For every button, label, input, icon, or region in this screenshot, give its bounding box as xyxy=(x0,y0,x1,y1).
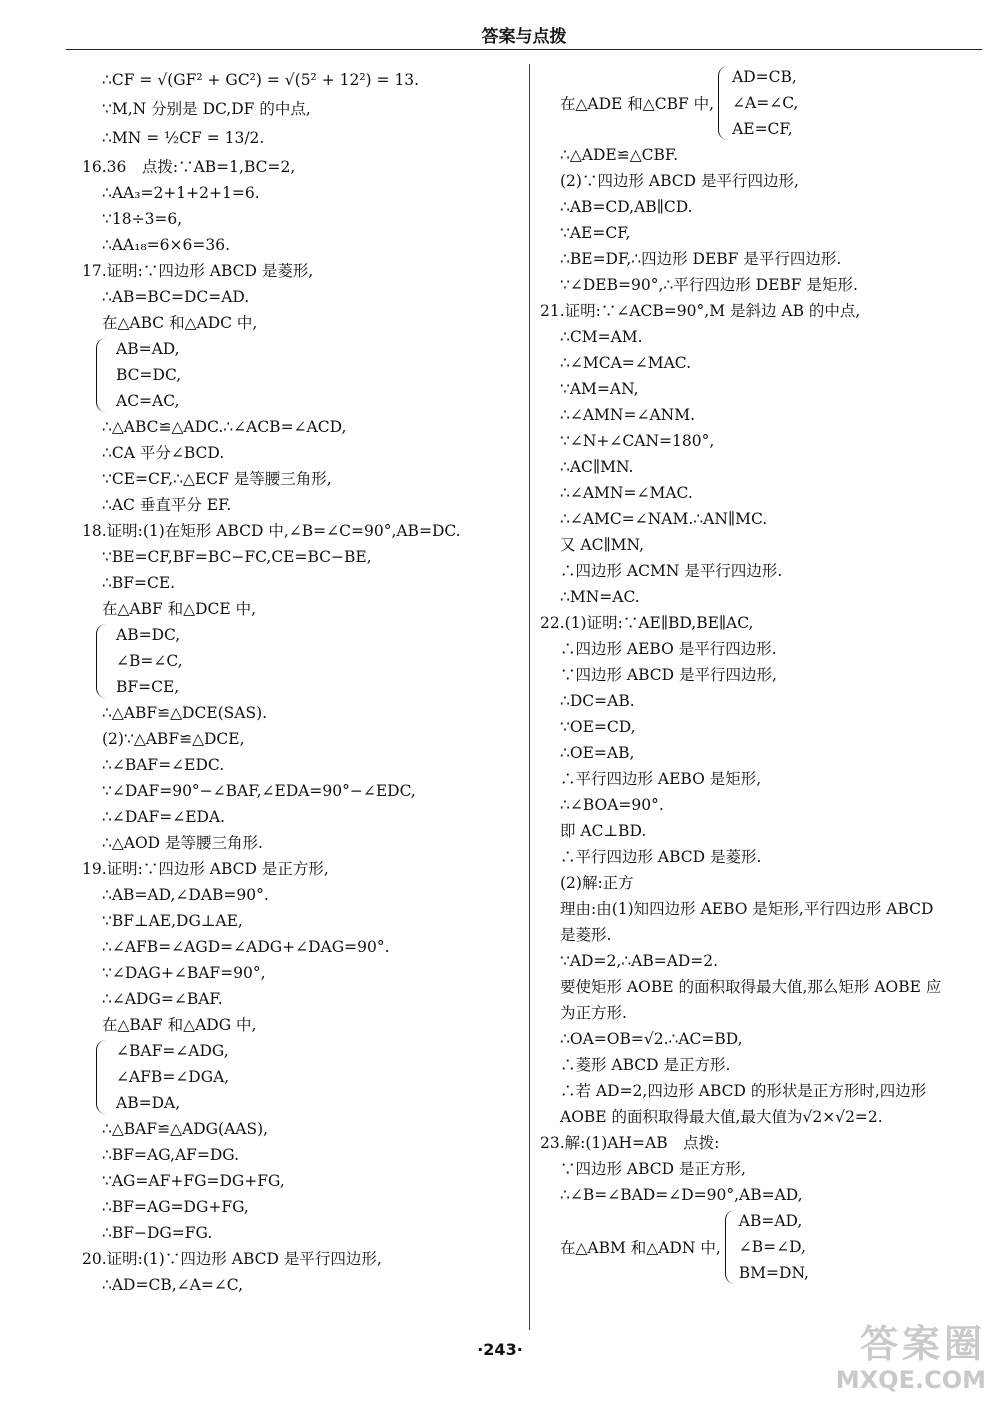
brace-lead: 在△ABM 和△ADN 中, xyxy=(560,1239,721,1257)
text-line: ∵BE=CF,BF=BC−FC,CE=BC−BE, xyxy=(102,548,372,566)
text-line: ∴平行四边形 AEBO 是矩形, xyxy=(560,770,762,788)
problem-16: 16.36 点拨:∵AB=1,BC=2, xyxy=(82,158,296,176)
text-line: ∴∠AMN=∠MAC. xyxy=(560,484,693,502)
brace-symbol xyxy=(96,338,109,412)
text-line: 在△ABC 和△ADC 中, xyxy=(102,314,258,332)
text-line: ∴∠AMN=∠ANM. xyxy=(560,406,696,424)
text-line: ∵四边形 ABCD 是平行四边形, xyxy=(560,666,777,684)
text-line: ∴若 AD=2,四边形 ABCD 的形状是正方形时,四边形 xyxy=(560,1082,927,1100)
text-line: ∴菱形 ABCD 是正方形. xyxy=(560,1056,731,1074)
brace-stack xyxy=(725,1208,809,1286)
text-line: ∴AC∥MN. xyxy=(560,458,634,476)
text-line: ∴∠BAF=∠EDC. xyxy=(102,756,225,774)
text-line: ∴∠MCA=∠MAC. xyxy=(560,354,692,372)
text-line: ∵四边形 ABCD 是正方形, xyxy=(560,1160,746,1178)
brace-line: AE=CF, xyxy=(732,120,793,138)
watermark-url: MXQE.COM xyxy=(835,1366,986,1394)
text-line: ∴OA=OB=√2.∴AC=BD, xyxy=(560,1030,743,1048)
text-line: 理由:由(1)知四边形 AEBO 是矩形,平行四边形 ABCD xyxy=(560,900,934,918)
text-line: ∴平行四边形 ABCD 是菱形. xyxy=(560,848,762,866)
problem-17: 17.证明:∵四边形 ABCD 是菱形, xyxy=(82,262,314,280)
text-line: ∴MN=AC. xyxy=(560,588,640,606)
condition-brace xyxy=(540,1208,990,1286)
brace-line: ∠BAF=∠ADG, xyxy=(116,1042,229,1060)
text-line: ∴DC=AB. xyxy=(560,692,635,710)
text-line: ∵AD=2,∴AB=AD=2. xyxy=(560,952,719,970)
text-line: ∴△ADE≌△CBF. xyxy=(560,146,679,164)
text-line: ∵∠DAG+∠BAF=90°, xyxy=(102,964,266,982)
text-line: ∵18÷3=6, xyxy=(102,210,183,228)
text-line: (2)∵△ABF≌△DCE, xyxy=(102,730,245,748)
brace-symbol xyxy=(96,624,109,698)
text-line: ∴AB=BC=DC=AD. xyxy=(102,288,250,306)
right-column xyxy=(540,64,990,1286)
text-line: 是菱形. xyxy=(560,926,612,944)
text-line: 要使矩形 AOBE 的面积取得最大值,那么矩形 AOBE 应 xyxy=(560,978,942,996)
text-line: ∴BF=AG,AF=DG. xyxy=(102,1146,240,1164)
text-line: 又 AC∥MN, xyxy=(560,536,645,554)
brace-lead: 在△ADE 和△CBF 中, xyxy=(560,95,715,113)
text-line: (2)∵四边形 ABCD 是平行四边形, xyxy=(560,172,799,190)
text-line: 即 AC⊥BD. xyxy=(560,822,647,840)
condition-brace xyxy=(82,336,522,414)
text-line: ∵AG=AF+FG=DG+FG, xyxy=(102,1172,285,1190)
text-line: ∵OE=CD, xyxy=(560,718,636,736)
text-line: ∵∠DAF=90°−∠BAF,∠EDA=90°−∠EDC, xyxy=(102,782,416,800)
text-line: ∴四边形 AEBO 是平行四边形. xyxy=(560,640,777,658)
text-line: ∴AD=CB,∠A=∠C, xyxy=(102,1276,244,1294)
text-line: 在△BAF 和△ADG 中, xyxy=(102,1016,257,1034)
condition-brace xyxy=(82,622,522,700)
problem-19: 19.证明:∵四边形 ABCD 是正方形, xyxy=(82,860,329,878)
text-line: ∴∠B=∠BAD=∠D=90°,AB=AD, xyxy=(560,1186,803,1204)
watermark-logo xyxy=(776,1322,986,1402)
text-line: ∴CA 平分∠BCD. xyxy=(102,444,225,462)
text-line: ∴∠BOA=90°. xyxy=(560,796,664,814)
brace-line: ∠AFB=∠DGA, xyxy=(116,1068,230,1086)
brace-line: AD=CB, xyxy=(732,68,797,86)
left-column xyxy=(82,64,522,1298)
brace-line: AB=DA, xyxy=(116,1094,181,1112)
problem-21: 21.证明:∵∠ACB=90°,M 是斜边 AB 的中点, xyxy=(540,302,861,320)
text-line: ∵BF⊥AE,DG⊥AE, xyxy=(102,912,243,930)
brace-symbol xyxy=(725,1210,736,1284)
text-line: ∴∠AMC=∠NAM.∴AN∥MC. xyxy=(560,510,768,528)
text-line: ∴BE=DF,∴四边形 DEBF 是平行四边形. xyxy=(560,250,842,268)
brace-symbol xyxy=(96,1040,109,1114)
text-line: ∴AB=AD,∠DAB=90°. xyxy=(102,886,269,904)
text-line: ∴△ABF≌△DCE(SAS). xyxy=(102,704,268,722)
text-line: ∴∠DAF=∠EDA. xyxy=(102,808,226,826)
text-line: ∴BF=AG=DG+FG, xyxy=(102,1198,249,1216)
column-divider xyxy=(529,64,530,1330)
text-line: ∵∠N+∠CAN=180°, xyxy=(560,432,715,450)
text-line: ∴OE=AB, xyxy=(560,744,635,762)
problem-18: 18.证明:(1)在矩形 ABCD 中,∠B=∠C=90°,AB=DC. xyxy=(82,522,461,540)
text-line: ∴∠ADG=∠BAF. xyxy=(102,990,223,1008)
text-line: ∵AM=AN, xyxy=(560,380,639,398)
text-line: ∴△ABC≌△ADC.∴∠ACB=∠ACD, xyxy=(102,418,347,436)
brace-line: BC=DC, xyxy=(116,366,182,384)
text-line: ∴CF = √(GF² + GC²) = √(5² + 12²) = 13. xyxy=(102,71,420,89)
text-line: ∵M,N 分别是 DC,DF 的中点, xyxy=(102,100,311,118)
text-line: ∴△AOD 是等腰三角形. xyxy=(102,834,263,852)
text-line: ∵AE=CF, xyxy=(560,224,631,242)
text-line: ∵CE=CF,∴△ECF 是等腰三角形, xyxy=(102,470,332,488)
text-line: 在△ABF 和△DCE 中, xyxy=(102,600,257,618)
brace-line: BF=CE, xyxy=(116,678,180,696)
text-line: ∴AC 垂直平分 EF. xyxy=(102,496,232,514)
brace-stack xyxy=(718,64,798,142)
brace-line: AB=AD, xyxy=(738,1212,803,1230)
brace-line: AB=AD, xyxy=(116,340,180,358)
text-line: ∴BF−DG=FG. xyxy=(102,1224,213,1242)
text-line: (2)解:正方 xyxy=(560,874,634,892)
text-line: ∴AB=CD,AB∥CD. xyxy=(560,198,693,216)
brace-line: AC=AC, xyxy=(116,392,180,410)
condition-brace xyxy=(540,64,990,142)
brace-line: AB=DC, xyxy=(116,626,181,644)
page-number: ·243· xyxy=(477,1340,523,1359)
text-line: ∴∠AFB=∠AGD=∠ADG+∠DAG=90°. xyxy=(102,938,390,956)
watermark-text: 答案圈 xyxy=(859,1322,986,1366)
brace-line: ∠B=∠D, xyxy=(738,1238,806,1256)
brace-symbol xyxy=(718,66,729,140)
brace-line: ∠A=∠C, xyxy=(732,94,799,112)
text-line: AOBE 的面积取得最大值,最大值为√2×√2=2. xyxy=(560,1108,883,1126)
text-line: ∵∠DEB=90°,∴平行四边形 DEBF 是矩形. xyxy=(560,276,858,294)
condition-brace xyxy=(82,1038,522,1116)
text-line: ∴AA₁₈=6×6=36. xyxy=(102,236,231,254)
problem-22: 22.(1)证明:∵AE∥BD,BE∥AC, xyxy=(540,614,754,632)
brace-line: ∠B=∠C, xyxy=(116,652,183,670)
text-line: 为正方形. xyxy=(560,1004,627,1022)
text-line: ∴BF=CE. xyxy=(102,574,176,592)
problem-20: 20.证明:(1)∵四边形 ABCD 是平行四边形, xyxy=(82,1250,382,1268)
running-header: 答案与点拨 xyxy=(481,27,567,47)
text-line: ∴AA₃=2+1+2+1=6. xyxy=(102,184,260,202)
header-rule xyxy=(66,49,982,50)
text-line: ∴四边形 ACMN 是平行四边形. xyxy=(560,562,783,580)
text-line: ∴MN = ½CF = 13/2. xyxy=(102,129,265,147)
text-line: ∴CM=AM. xyxy=(560,328,643,346)
brace-line: BM=DN, xyxy=(738,1264,809,1282)
text-line: ∴△BAF≌△ADG(AAS), xyxy=(102,1120,269,1138)
problem-23: 23.解:(1)AH=AB 点拨: xyxy=(540,1134,720,1152)
